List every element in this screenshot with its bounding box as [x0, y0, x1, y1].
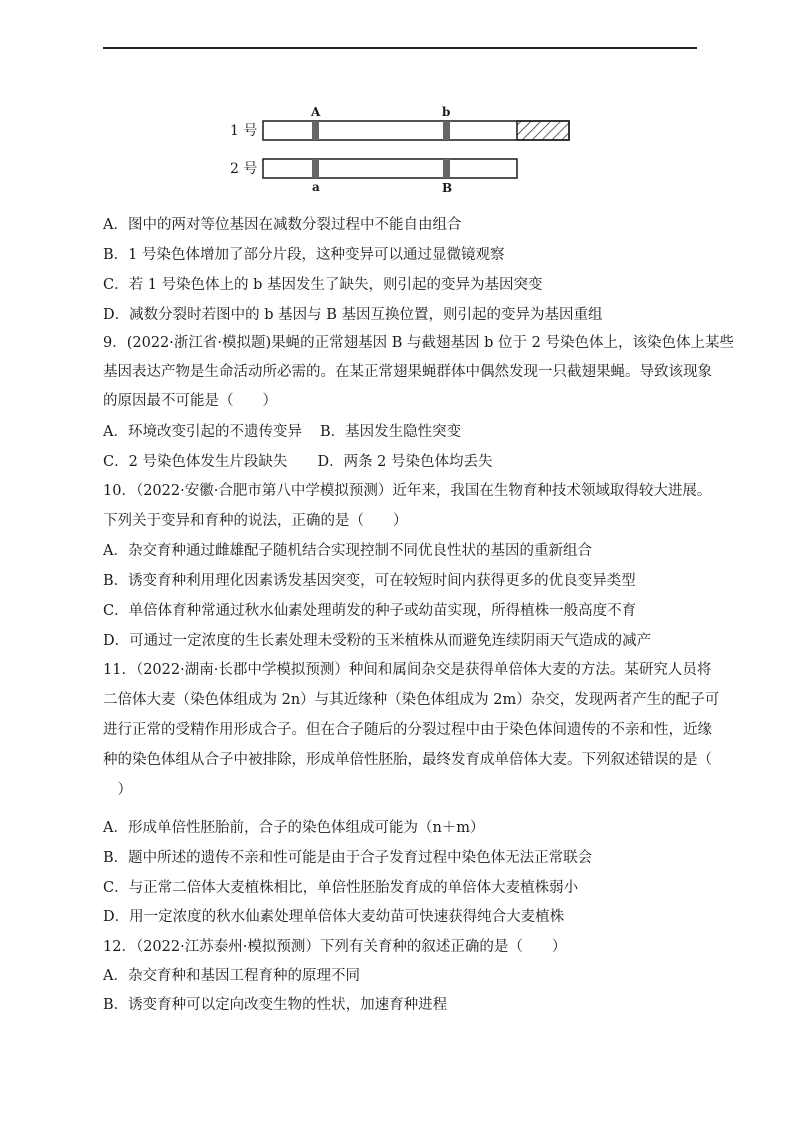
gene-b-label: b: [442, 105, 451, 119]
q9-option-a: A．环境改变引起的不遗传变异: [103, 424, 302, 440]
q9-option-c: C．2 号染色体发生片段缺失: [103, 454, 288, 470]
q9-option-d: D．两条 2 号染色体均丢失: [317, 454, 493, 470]
gene-a-label: a: [312, 180, 320, 194]
q12-stem: 12．（2022·江苏泰州·模拟预测）下列有关育种的叙述正确的是（ ）: [103, 939, 567, 955]
chrom1-label: 1 号: [230, 123, 258, 139]
chromosome-diagram: [225, 100, 575, 200]
q9-stem-line-2: 基因表达产物是生命活动所必需的。在某正常翅果蝇群体中偶然发现一只截翅果蝇。导致该现象: [103, 364, 712, 380]
chromosome-2: [263, 159, 517, 178]
q8-option-c: C．若 1 号染色体上的 b 基因发生了缺失，则引起的变异为基因突变: [103, 277, 543, 293]
q9-stem-line-1: 9．(2022·浙江省·模拟题)果蝇的正常翅基因 B 与截翅基因 b 位于 2 号染色体上，该染色体上某些: [103, 335, 734, 351]
q10-option-c: C．单倍体育种常通过秋水仙素处理萌发的种子或幼苗实现，所得植株一般高度不育: [103, 603, 637, 619]
q9-options-row-1: [103, 422, 461, 442]
q11-option-b: B．题中所述的遗传不亲和性可能是由于合子发育过程中染色体无法正常联会: [103, 850, 593, 866]
q9-option-b: B．基因发生隐性突变: [319, 424, 462, 440]
locus-a-band: [312, 159, 319, 178]
q8-option-b: B．1 号染色体增加了部分片段，这种变异可以通过显微镜观察: [103, 247, 505, 263]
q12-option-b: B．诱变育种可以定向改变生物的性状，加速育种进程: [103, 997, 448, 1013]
q10-option-b: B．诱变育种利用理化因素诱发基因突变，可在较短时间内获得更多的优良变异类型: [103, 573, 636, 589]
q11-stem-line-3: 进行正常的受精作用形成合子。但在合子随后的分裂过程中由于染色体间遗传的不亲和性，近缘: [103, 722, 712, 738]
locus-b-band: [443, 121, 450, 140]
q10-option-d: D．可通过一定浓度的生长素处理未受粉的玉米植株从而避免连续阴雨天气造成的减产: [103, 633, 652, 649]
q9-options-row-2: [103, 452, 493, 472]
q10-stem-line-1: 10．（2022·安徽·合肥市第八中学模拟预测）近年来，我国在生物育种技术领域取得较大进展。: [103, 483, 712, 499]
q12-option-a: A．杂交育种和基因工程育种的原理不同: [103, 968, 360, 984]
q9-stem-line-3: 的原因最不可能是（ ）: [103, 393, 277, 409]
added-segment: [517, 121, 569, 140]
q11-stem-line-4: 种的染色体组从合子中被排除，形成单倍性胚胎，最终发育成单倍体大麦。下列叙述错误的是（: [103, 752, 712, 768]
q10-option-a: A．杂交育种通过雌雄配子随机结合实现控制不同优良性状的基因的重新组合: [103, 543, 592, 559]
q11-stem-line-5: ）: [103, 782, 132, 798]
q10-stem-line-2: 下列关于变异和育种的说法，正确的是（ ）: [103, 513, 408, 529]
q11-option-d: D．用一定浓度的秋水仙素处理单倍体大麦幼苗可快速获得纯合大麦植株: [103, 909, 565, 925]
q11-stem-line-2: 二倍体大麦（染色体组成为 2n）与其近缘种（染色体组成为 2m）杂交，发现两者产生的配子可: [103, 692, 720, 708]
q8-option-a: A．图中的两对等位基因在减数分裂过程中不能自由组合: [103, 217, 462, 233]
gene-B-label: B: [442, 181, 453, 195]
q11-option-a: A．形成单倍性胚胎前，合子的染色体组成可能为（n＋m）: [103, 820, 485, 836]
header-rule: [103, 47, 697, 49]
chromosome-svg: [225, 100, 575, 200]
locus-B-band: [443, 159, 450, 178]
chrom2-label: 2 号: [230, 161, 258, 177]
q11-stem-line-1: 11．（2022·湖南·长郡中学模拟预测）种间和属间杂交是获得单倍体大麦的方法。某研究人员将: [103, 662, 712, 678]
q11-option-c: C．与正常二倍体大麦植株相比，单倍性胚胎发育成的单倍体大麦植株弱小: [103, 880, 579, 896]
gene-A-label: A: [311, 105, 321, 119]
locus-A-band: [312, 121, 319, 140]
q8-option-d: D．减数分裂时若图中的 b 基因与 B 基因互换位置，则引起的变异为基因重组: [103, 307, 603, 323]
